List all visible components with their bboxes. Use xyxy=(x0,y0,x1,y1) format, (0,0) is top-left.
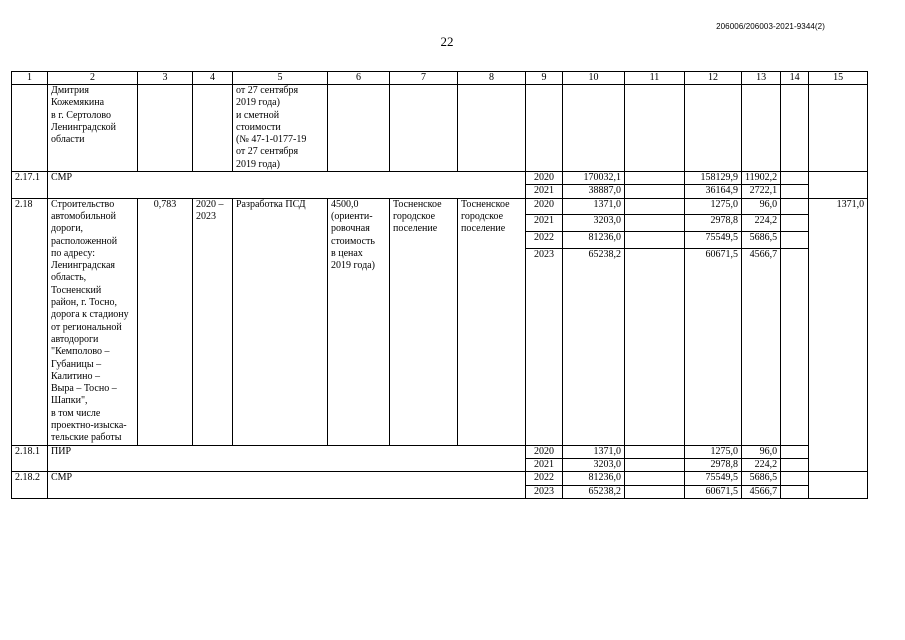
col15-cell xyxy=(809,445,868,472)
year-cell: 2020 xyxy=(526,445,563,458)
col12-cell: 75549,5 xyxy=(685,472,742,485)
customer-cell: Тосненское городское поселение xyxy=(390,198,458,445)
total-cell: 38887,0 xyxy=(563,185,625,198)
column-number: 14 xyxy=(781,72,809,85)
year-cell: 2022 xyxy=(526,472,563,485)
col12-cell: 2978,8 xyxy=(685,458,742,471)
table-row xyxy=(12,472,868,485)
column-number: 4 xyxy=(193,72,233,85)
col11-cell xyxy=(625,198,685,215)
col14-cell xyxy=(781,485,809,498)
total-cell: 65238,2 xyxy=(563,485,625,498)
length-cell: 0,783 xyxy=(138,198,193,445)
column-number: 15 xyxy=(809,72,868,85)
col13-cell: 5686,5 xyxy=(742,231,781,248)
year-cell: 2021 xyxy=(526,185,563,198)
col12-cell: 1275,0 xyxy=(685,445,742,458)
col13-cell: 5686,5 xyxy=(742,472,781,485)
col13-cell: 96,0 xyxy=(742,198,781,215)
col13-cell: 4566,7 xyxy=(742,485,781,498)
col12-cell: 158129,9 xyxy=(685,172,742,185)
col14-cell xyxy=(781,172,809,185)
col12-cell: 1275,0 xyxy=(685,198,742,215)
year-cell: 2021 xyxy=(526,458,563,471)
col12-cell: 60671,5 xyxy=(685,248,742,445)
col13-cell: 224,2 xyxy=(742,215,781,232)
row-number: 2.17.1 xyxy=(12,172,48,199)
col14-cell xyxy=(781,231,809,248)
row-number: 2.18 xyxy=(12,198,48,445)
year-cell: 2023 xyxy=(526,248,563,445)
col14-cell xyxy=(781,185,809,198)
row-name: ПИР xyxy=(48,445,526,472)
col12-cell: 2978,8 xyxy=(685,215,742,232)
col11-cell xyxy=(625,248,685,445)
total-cell: 3203,0 xyxy=(563,215,625,232)
col11-cell xyxy=(625,445,685,458)
column-number: 1 xyxy=(12,72,48,85)
investment-program-table xyxy=(11,71,868,499)
total-cell: 1371,0 xyxy=(563,198,625,215)
total-cell: 3203,0 xyxy=(563,458,625,471)
col15-cell xyxy=(809,172,868,199)
table-row xyxy=(12,85,868,172)
col13-cell: 11902,2 xyxy=(742,172,781,185)
document-basis: Разработка ПСД xyxy=(233,198,328,445)
col13-cell: 2722,1 xyxy=(742,185,781,198)
column-number: 7 xyxy=(390,72,458,85)
year-cell: 2020 xyxy=(526,198,563,215)
col14-cell xyxy=(781,445,809,458)
table-row xyxy=(12,172,868,185)
object-name: Дмитрия Кожемякина в г. Сертолово Ленинградской области xyxy=(48,85,138,172)
owner-cell: Тосненское городское поселение xyxy=(458,198,526,445)
col13-cell: 96,0 xyxy=(742,445,781,458)
col12-cell: 60671,5 xyxy=(685,485,742,498)
col11-cell xyxy=(625,185,685,198)
col14-cell xyxy=(781,472,809,485)
col15-cell xyxy=(809,472,868,499)
table-row xyxy=(12,198,868,215)
column-number: 13 xyxy=(742,72,781,85)
col12-cell: 36164,9 xyxy=(685,185,742,198)
total-cell: 81236,0 xyxy=(563,231,625,248)
col14-cell xyxy=(781,215,809,232)
row-name: СМР xyxy=(48,172,526,199)
total-cell: 170032,1 xyxy=(563,172,625,185)
document-basis: от 27 сентября 2019 года) и сметной стоимости (№ 47-1-0177-19 от 27 сентября 2019 года) xyxy=(233,85,328,172)
column-number: 12 xyxy=(685,72,742,85)
row-number: 2.18.2 xyxy=(12,472,48,499)
column-number: 10 xyxy=(563,72,625,85)
col11-cell xyxy=(625,172,685,185)
period-cell: 2020 – 2023 xyxy=(193,198,233,445)
col11-cell xyxy=(625,485,685,498)
column-number: 6 xyxy=(328,72,390,85)
col14-cell xyxy=(781,198,809,215)
year-cell: 2020 xyxy=(526,172,563,185)
col11-cell xyxy=(625,472,685,485)
col11-cell xyxy=(625,458,685,471)
column-number: 11 xyxy=(625,72,685,85)
row-name: СМР xyxy=(48,472,526,499)
col14-cell xyxy=(781,458,809,471)
column-number: 9 xyxy=(526,72,563,85)
table-row xyxy=(12,445,868,458)
col11-cell xyxy=(625,231,685,248)
year-cell: 2023 xyxy=(526,485,563,498)
column-number: 3 xyxy=(138,72,193,85)
total-cell: 81236,0 xyxy=(563,472,625,485)
col13-cell: 4566,7 xyxy=(742,248,781,445)
col13-cell: 224,2 xyxy=(742,458,781,471)
col14-cell xyxy=(781,248,809,445)
col15-cell: 1371,0 xyxy=(809,198,868,445)
object-name: Строительство автомобильной дороги, расположенной по адресу: Ленинградская область, Тосненский район, г. Тосно, дорога к стадиону от региональной автодороги "Кемполово – Губаницы – Калитино – Выра – Тосно – Шапки", в том числе проектно-изыска- тельские работы xyxy=(48,198,138,445)
column-number: 2 xyxy=(48,72,138,85)
page-number: 22 xyxy=(440,34,454,49)
total-cell: 65238,2 xyxy=(563,248,625,445)
column-number: 5 xyxy=(233,72,328,85)
year-cell: 2021 xyxy=(526,215,563,232)
column-number: 8 xyxy=(458,72,526,85)
row-number: 2.18.1 xyxy=(12,445,48,472)
document-id: 206006/206003-2021-9344(2) xyxy=(716,22,825,31)
col12-cell: 75549,5 xyxy=(685,231,742,248)
cost-cell: 4500,0 (ориенти- ровочная стоимость в ценах 2019 года) xyxy=(328,198,390,445)
total-cell: 1371,0 xyxy=(563,445,625,458)
col11-cell xyxy=(625,215,685,232)
column-number-row xyxy=(12,72,868,85)
year-cell: 2022 xyxy=(526,231,563,248)
